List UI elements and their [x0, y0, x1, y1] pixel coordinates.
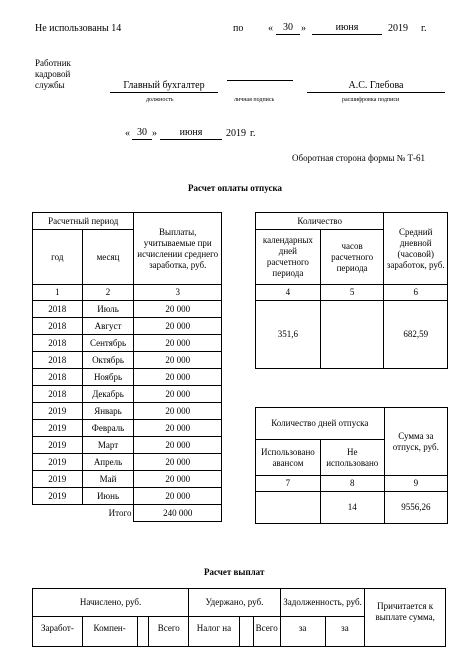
quote-open: « — [268, 23, 273, 34]
name-caption: расшифровка подписи — [342, 97, 400, 103]
table-row — [33, 454, 222, 471]
table-row — [33, 403, 222, 420]
row-amount: 20 000 — [134, 352, 222, 369]
row-year: 2018 — [33, 335, 83, 352]
row-amount: 20 000 — [134, 420, 222, 437]
row-month: Октябрь — [82, 352, 134, 369]
vacation-days-header: Количество дней отпуска — [256, 408, 385, 440]
row-year: 2019 — [33, 488, 83, 505]
signature-field — [227, 80, 293, 81]
row-month: Май — [82, 471, 134, 488]
payments-table — [32, 212, 222, 522]
date2-year: 2019 — [226, 128, 246, 139]
unused-value: 14 — [320, 492, 384, 524]
year-suffix: г. — [421, 23, 427, 34]
row-month: Март — [82, 437, 134, 454]
row-amount: 20 000 — [134, 437, 222, 454]
payable-header: Причитается к выплате сумма, — [365, 589, 446, 647]
withheld-total-subheader: Всего — [253, 617, 280, 647]
table-row — [33, 437, 222, 454]
row-year: 2018 — [33, 318, 83, 335]
row-month: Август — [82, 318, 134, 335]
table-row — [33, 318, 222, 335]
vacation-sum-header: Сумма за отпуск, руб. — [384, 408, 447, 476]
col-number: 2 — [82, 285, 134, 301]
end-month-field: июня — [312, 22, 382, 35]
avg-earnings-value: 682,59 — [384, 301, 448, 369]
tax-subheader: Налог на — [189, 617, 240, 647]
row-amount: 20 000 — [134, 386, 222, 403]
row-year: 2018 — [33, 352, 83, 369]
not-used-label: Не использованы 14 — [35, 23, 122, 34]
period-header: Расчетный период — [33, 213, 134, 230]
section2-title: Расчет выплат — [204, 567, 265, 577]
row-year: 2019 — [33, 437, 83, 454]
date2-suffix: г. — [250, 128, 256, 139]
quantity-header: Количество — [256, 213, 384, 230]
role-label-2: кадровой — [35, 69, 71, 79]
row-amount: 20 000 — [134, 318, 222, 335]
col-number: 7 — [256, 476, 321, 492]
date2-month: июня — [160, 127, 222, 140]
month-header: месяц — [82, 230, 134, 285]
position-field: Главный бухгалтер — [110, 80, 218, 93]
row-amount: 20 000 — [134, 454, 222, 471]
total-label: Итого — [108, 507, 132, 518]
table-row — [33, 471, 222, 488]
end-year: 2019 — [388, 23, 408, 34]
hours-value — [320, 301, 384, 369]
table-row — [33, 386, 222, 403]
col-number: 9 — [384, 476, 447, 492]
table-row — [33, 369, 222, 386]
row-amount: 20 000 — [134, 301, 222, 318]
col-number: 4 — [256, 285, 321, 301]
row-amount: 20 000 — [134, 335, 222, 352]
debt-employee-subheader: за — [280, 617, 325, 647]
year-header: год — [33, 230, 83, 285]
row-month: Сентябрь — [82, 335, 134, 352]
row-amount: 20 000 — [134, 471, 222, 488]
total-value: 240 000 — [134, 505, 222, 522]
table-row — [33, 488, 222, 505]
vacation-pay-table — [255, 407, 448, 524]
used-advance-value — [256, 492, 321, 524]
table-row — [33, 301, 222, 318]
row-amount: 20 000 — [134, 403, 222, 420]
signature-caption: личная подпись — [234, 97, 275, 103]
date2-quote-open: « — [125, 128, 130, 139]
accrued-header: Начислено, руб. — [33, 589, 189, 617]
compensation-subheader: Компен- — [82, 617, 137, 647]
debt-header: Задолженность, руб. — [280, 589, 365, 617]
po-label: по — [233, 23, 244, 34]
calendar-days-header: календарных дней расчетного периода — [256, 230, 321, 285]
unused-header: Не использовано — [320, 440, 384, 476]
row-month: Декабрь — [82, 386, 134, 403]
row-year: 2018 — [33, 386, 83, 403]
col-number: 8 — [320, 476, 384, 492]
average-earnings-table — [255, 212, 448, 369]
row-year: 2019 — [33, 471, 83, 488]
row-year: 2019 — [33, 403, 83, 420]
row-year: 2019 — [33, 420, 83, 437]
payout-table — [32, 588, 446, 647]
row-amount: 20 000 — [134, 488, 222, 505]
col-number: 5 — [320, 285, 384, 301]
date2-day: 30 — [132, 127, 152, 140]
role-label-1: Работник — [35, 58, 71, 68]
salary-subheader: Заработ- — [33, 617, 83, 647]
position-caption: должность — [146, 97, 174, 103]
table-row — [33, 420, 222, 437]
row-year: 2018 — [33, 369, 83, 386]
avg-earnings-header: Средний дневной (часовой) заработок, руб. — [384, 213, 448, 285]
col-number: 3 — [134, 285, 222, 301]
name-field: А.С. Глебова — [307, 80, 445, 93]
table-row — [33, 335, 222, 352]
row-month: Январь — [82, 403, 134, 420]
date2-quote-close: » — [152, 128, 157, 139]
end-day-field: 30 — [276, 22, 300, 35]
hours-header: часов расчетного периода — [320, 230, 384, 285]
withheld-header: Удержано, руб. — [189, 589, 281, 617]
row-month: Апрель — [82, 454, 134, 471]
row-year: 2018 — [33, 301, 83, 318]
row-month: Июль — [82, 301, 134, 318]
row-month: Июнь — [82, 488, 134, 505]
row-month: Ноябрь — [82, 369, 134, 386]
used-advance-header: Использовано авансом — [256, 440, 321, 476]
row-year: 2019 — [33, 454, 83, 471]
payments-header: Выплаты, учитываемые при исчислении среднего заработка, руб. — [134, 213, 222, 285]
quote-close: » — [301, 23, 306, 34]
row-amount: 20 000 — [134, 369, 222, 386]
role-label-3: службы — [35, 80, 65, 90]
table-row — [33, 352, 222, 369]
col-number: 6 — [384, 285, 448, 301]
col-number: 1 — [33, 285, 83, 301]
accrued-total-subheader: Всего — [149, 617, 189, 647]
section1-title: Расчет оплаты отпуска — [188, 183, 283, 193]
vacation-sum-value: 9556,26 — [384, 492, 447, 524]
form-note: Оборотная сторона формы № Т-61 — [292, 153, 425, 163]
row-month: Февраль — [82, 420, 134, 437]
debt-employer-subheader: за — [325, 617, 365, 647]
calendar-days-value: 351,6 — [256, 301, 321, 369]
